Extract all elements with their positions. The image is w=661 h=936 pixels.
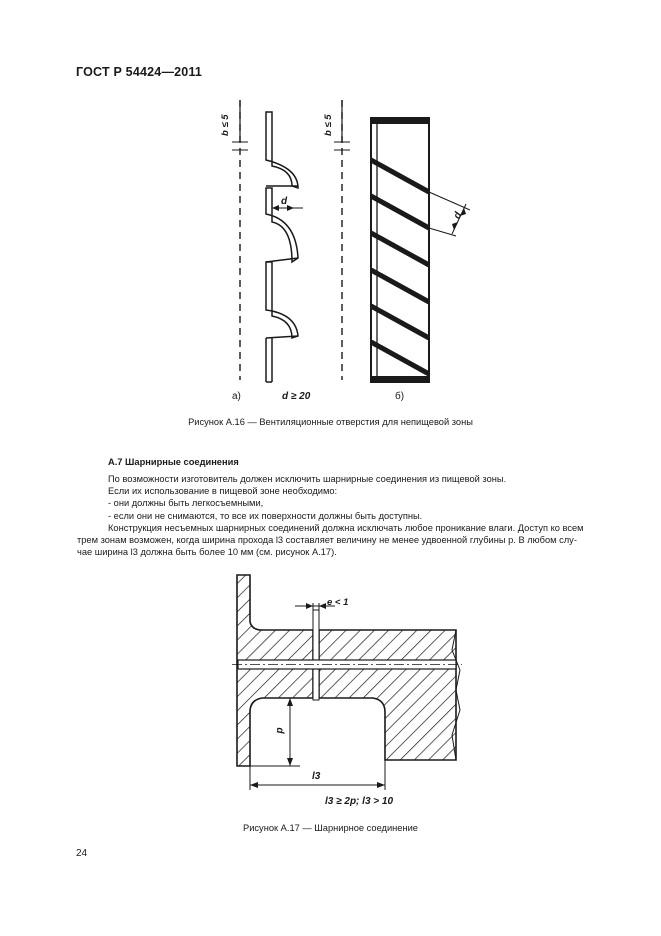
paragraph: По возможности изготовитель должен исключить шарнирные соединения из пищевой зоны. (108, 474, 507, 484)
fig17-p-label: p (274, 727, 286, 734)
fig16b-b-label: b ≤ 5 (323, 114, 334, 136)
paragraph: чае ширина l3 должна быть более 10 мм (см. рисунок А.17). (77, 547, 337, 558)
fig16-subfigure-b-label: б) (395, 391, 405, 402)
fig16-d-condition: d ≥ 20 (282, 391, 311, 402)
paragraph: Если их использование в пищевой зоне необходимо: (108, 486, 338, 497)
figure-a17-caption: Рисунок А.17 — Шарнирное соединение (243, 823, 418, 833)
page-number: 24 (76, 848, 88, 859)
figure-a16-caption: Рисунок А.16 — Вентиляционные отверстия для непищевой зоны (188, 417, 473, 427)
fig17-left-plate (237, 575, 313, 766)
fig17-condition: l3 ≥ 2p; l3 > 10 (325, 796, 394, 807)
fig16b-d-label: d (451, 210, 465, 221)
paragraph: - они должны быть легкосъемными, (108, 498, 264, 509)
document-header: ГОСТ Р 54424—2011 (76, 65, 203, 79)
fig17-e-label: e < 1 (327, 597, 349, 608)
fig16a-d-label: d (281, 196, 288, 207)
fig16-subfigure-a-label: а) (232, 391, 241, 402)
paragraph: - если они не снимаются, то все их поверхности должны быть доступны. (108, 510, 423, 521)
section-title: А.7 Шарнирные соединения (108, 457, 239, 467)
paragraph: трем зонам возможен, когда ширина прохода l3 составляет величину не менее удвоенной глубины p. В любом слу- (77, 535, 577, 546)
fig17-l3-label: l3 (312, 771, 321, 782)
fig17-right-block (319, 630, 456, 760)
fig16a-b-label: b ≤ 5 (220, 114, 231, 136)
paragraph: Конструкция несъемных шарнирных соединений должна исключать любое проникание влаги. Доступ ко всем (108, 522, 584, 533)
